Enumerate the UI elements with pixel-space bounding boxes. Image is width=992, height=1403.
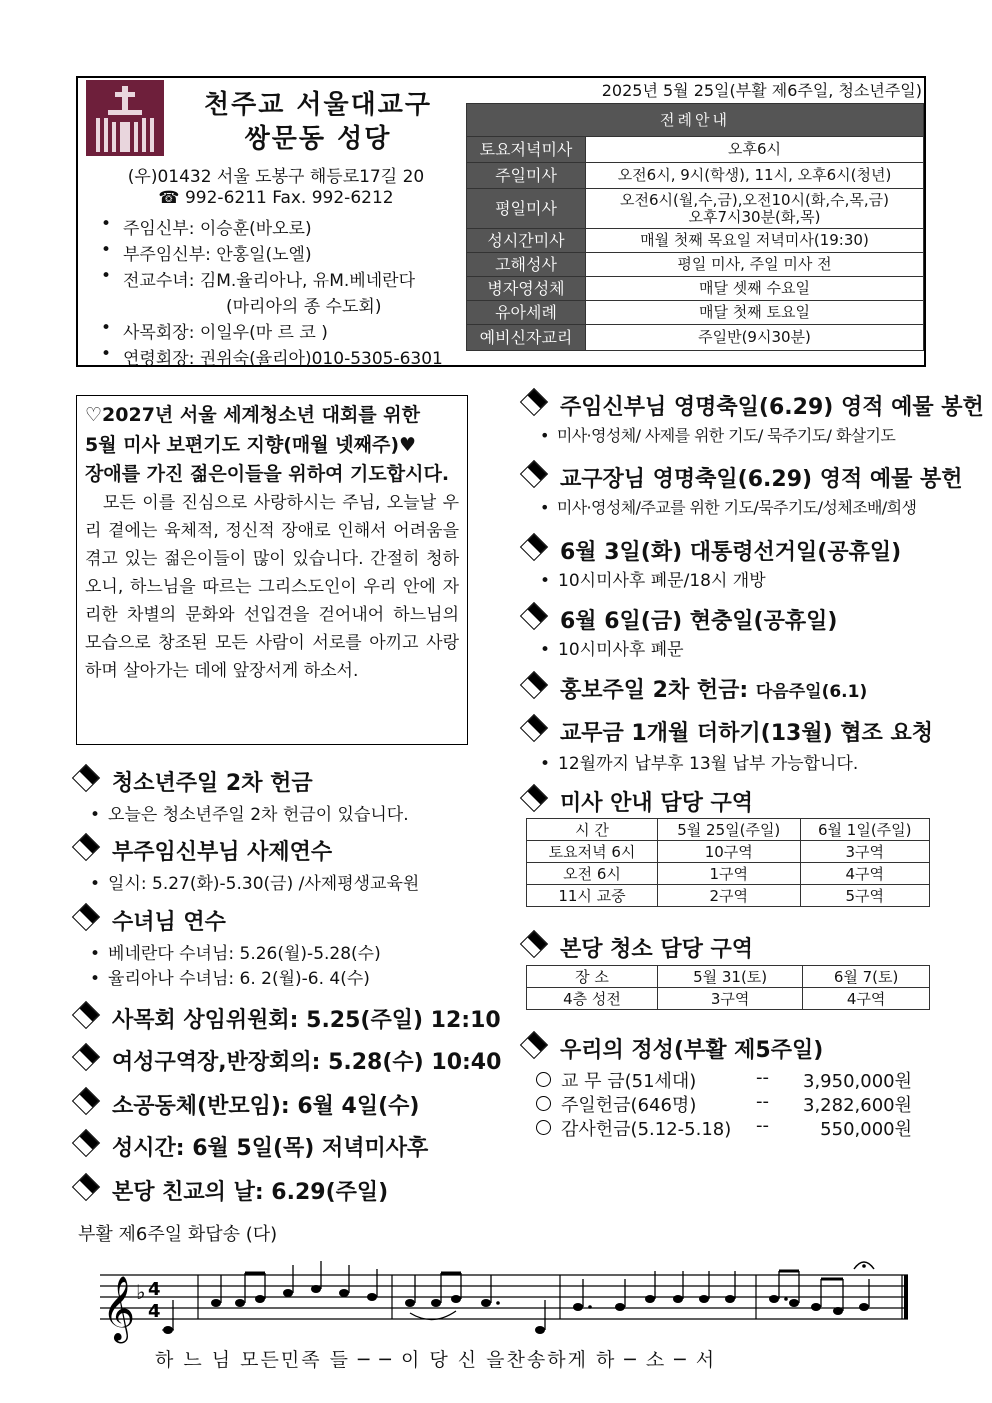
svg-text:4: 4: [148, 1279, 161, 1300]
notice-sub: • 일시: 5.27(화)-5.30(금) /사제평생교육원: [90, 869, 419, 894]
liturgy-value: 매달 셋째 수요일: [586, 277, 924, 301]
table-row: [467, 325, 924, 351]
circle-bullet-icon: [536, 1096, 551, 1111]
table-cell: 11시 교중: [527, 885, 658, 907]
notice-title-small: 다음주일(6.1): [755, 682, 868, 702]
table-header: 5월 31(토): [658, 966, 803, 988]
notice-fellowship-day: [76, 1175, 388, 1206]
notice-communications-collection: [524, 673, 867, 704]
svg-text:♭: ♭: [136, 1280, 146, 1304]
diocese-name: 천주교 서울대교구: [204, 90, 432, 120]
diamond-bullet-icon: [520, 602, 548, 630]
prayer-intro: 장애를 가진 젊은이들을 위하여 기도합시다.: [85, 463, 450, 485]
notice-title: 여성구역장,반장회의: 5.28(수) 10:40: [112, 1050, 502, 1075]
liturgy-label: 병자영성체: [467, 277, 586, 301]
notice-title: 사목회 상임위원회: 5.25(주일) 12:10: [112, 1008, 501, 1033]
notice-sisters-training: [76, 905, 226, 936]
liturgy-value: 주일반(9시30분): [586, 325, 924, 351]
liturgy-value: 평일 미사, 주일 미사 전: [586, 253, 924, 277]
notice-sub: • 미사·영성체/주교를 위한 기도/묵주기도/성체조배/희생: [540, 495, 916, 518]
notice-sub: • 미사·영성체/ 사제를 위한 기도/ 묵주기도/ 화살기도: [540, 423, 895, 446]
bulletin-date: 2025년 5월 25일(부활 제6주일, 청소년주일): [601, 81, 922, 100]
offering-amount: 3,282,600원: [803, 1095, 912, 1116]
staff-council-president: • 사목회장: 이일우(마 르 코 ): [123, 318, 328, 343]
diamond-bullet-icon: [72, 1173, 100, 1201]
notice-title: 주임신부님 영명축일(6.29) 영적 예물 봉헌: [560, 395, 984, 420]
liturgy-label: 고해성사: [467, 253, 586, 277]
offerings-heading: [524, 1033, 823, 1064]
liturgy-value: 오전6시, 9시(학생), 11시, 오후6시(청년): [586, 163, 924, 189]
notice-priest-training: [76, 835, 332, 866]
table-cell: 10구역: [658, 841, 801, 863]
notice-sub: • 10시미사후 폐문/18시 개방: [540, 566, 766, 591]
liturgy-label: 주일미사: [467, 163, 586, 189]
diamond-bullet-icon: [520, 714, 548, 742]
treble-clef-icon: 𝄞: [102, 1276, 136, 1341]
phone-fax: ☎ 992-6211 Fax. 992-6212: [158, 188, 394, 208]
table-row: [527, 966, 930, 988]
notice-title: 본당 친교의 날: 6.29(주일): [112, 1180, 389, 1205]
psalm-label: 부활 제6주일 화답송 (다): [78, 1224, 278, 1245]
table-header: 5월 25일(주일): [658, 819, 801, 841]
table-cell: 5구역: [800, 885, 929, 907]
table-header: 시 간: [527, 819, 658, 841]
diamond-bullet-icon: [72, 833, 100, 861]
diamond-bullet-icon: [520, 784, 548, 812]
table-cell: 오전 6시: [527, 863, 658, 885]
psalm-lyrics: 하 느 님 모든민족 들 ─ ─ 이 당 신 을찬송하게 하 ─ 소 ─ 서: [155, 1349, 717, 1371]
table-cell: 2구역: [658, 885, 801, 907]
diamond-bullet-icon: [520, 1031, 548, 1059]
notice-sub: • 12월까지 납부후 13월 납부 가능합니다.: [540, 749, 858, 774]
table-header: 6월 1일(주일): [800, 819, 929, 841]
notice-sub: • 오늘은 청소년주일 2차 헌금이 있습니다.: [90, 800, 409, 825]
circle-bullet-icon: [536, 1120, 551, 1135]
liturgy-label: 토요저녁미사: [467, 137, 586, 163]
offering-dash: --: [756, 1067, 769, 1088]
liturgy-label: 유아세례: [467, 301, 586, 325]
diamond-bullet-icon: [520, 930, 548, 958]
notice-title: 미사 안내 담당 구역: [560, 791, 753, 816]
mass-guide-heading: [524, 786, 753, 817]
notice-title: 홍보주일 2차 헌금:: [560, 678, 749, 703]
offering-amount: 550,000원: [820, 1119, 912, 1140]
table-row: [527, 819, 930, 841]
table-cell: 4구역: [800, 863, 929, 885]
table-row: [467, 277, 924, 301]
liturgy-heading: 전례안내: [467, 104, 924, 137]
liturgy-label: 예비신자교리: [467, 325, 586, 351]
offering-dash: --: [756, 1091, 769, 1112]
notice-sub: • 베네란다 수녀님: 5.26(월)-5.28(수): [90, 939, 381, 964]
notice-title: 우리의 정성(부활 제5주일): [560, 1038, 824, 1063]
offering-label: 주일헌금(646명): [561, 1095, 697, 1116]
notice-dues-request: [524, 716, 933, 747]
notice-title: 수녀님 연수: [112, 910, 226, 935]
offering-dash: --: [756, 1115, 769, 1136]
circle-bullet-icon: [536, 1072, 551, 1087]
notice-title: 교무금 1개월 더하기(13월) 협조 요청: [560, 721, 933, 746]
weekday-mass-line2: 오후7시30분(화,목): [688, 207, 821, 226]
offering-amount: 3,950,000원: [803, 1071, 912, 1092]
diamond-bullet-icon: [520, 460, 548, 488]
prayer-title-line1: ♡2027년 서울 세계청소년 대회를 위한: [85, 404, 420, 426]
staff-funeral-president: • 연령회장: 권위숙(율리아)010-5305-6301: [123, 344, 443, 369]
offering-label: 감사헌금(5.12-5.18): [561, 1119, 732, 1140]
notice-memorial-day: [524, 604, 837, 635]
table-row: [467, 301, 924, 325]
notice-title: 6월 6일(금) 현충일(공휴일): [560, 609, 838, 634]
table-row: [527, 988, 930, 1010]
notice-women-meeting: [76, 1045, 501, 1076]
table-row: [527, 885, 930, 907]
liturgy-label: 성시간미사: [467, 229, 586, 253]
liturgy-value: 매월 첫째 목요일 저녁미사(19:30): [586, 229, 924, 253]
music-staff: [90, 1255, 910, 1345]
diamond-bullet-icon: [72, 903, 100, 931]
parish-name: 쌍문동 성당: [244, 124, 392, 154]
table-cell: 3구역: [658, 988, 803, 1010]
notice-title: 소공동체(반모임): 6월 4일(수): [112, 1094, 420, 1119]
address: (우)01432 서울 도봉구 해등로17길 20: [127, 167, 425, 187]
table-cell: 3구역: [800, 841, 929, 863]
notice-title: 성시간: 6월 5일(목) 저녁미사후: [112, 1136, 429, 1161]
table-row: [527, 863, 930, 885]
notice-sub: • 율리아나 수녀님: 6. 2(월)-6. 4(수): [90, 964, 370, 989]
table-row: [527, 841, 930, 863]
weekday-mass-line1: 오전6시(월,수,금),오전10시(화,수,목,금): [619, 190, 890, 209]
prayer-body: 모든 이를 진심으로 사랑하시는 주님, 오늘날 우리 곁에는 육체적, 정신적 장애로 인해서 어려움을 겪고 있는 젊은이들이 많이 있습니다. 간절히 청하오니, 하느님을 따르는 그리스도인이 우리 안에 자리한 차별의 문화와 선입견을 걷어내어 하느님의 모습으로 창조된 모든 사람이 서로를 아끼고 사랑하며 살아가는 데에 앞장서게 하소서.: [85, 493, 459, 681]
notice-small-community: [76, 1089, 419, 1120]
cleaning-table: [526, 965, 930, 1010]
liturgy-value: 오후6시: [586, 137, 924, 163]
table-cell: 4구역: [803, 988, 930, 1010]
table-row: [467, 137, 924, 163]
diamond-bullet-icon: [72, 764, 100, 792]
notice-title: 6월 3일(화) 대통령선거일(공휴일): [560, 540, 902, 565]
diamond-bullet-icon: [520, 388, 548, 416]
table-row: [467, 163, 924, 189]
table-header: 장 소: [527, 966, 658, 988]
table-row: [467, 253, 924, 277]
notice-title: 교구장님 영명축일(6.29) 영적 예물 봉헌: [560, 467, 963, 492]
diamond-bullet-icon: [72, 1001, 100, 1029]
table-cell: 토요저녁 6시: [527, 841, 658, 863]
liturgy-table: [466, 103, 924, 351]
table-row: [467, 229, 924, 253]
notice-sub: • 10시미사후 폐문: [540, 635, 684, 660]
liturgy-value: [586, 189, 924, 229]
cleaning-heading: [524, 932, 753, 963]
notice-title: 본당 청소 담당 구역: [560, 937, 753, 962]
notice-title: 청소년주일 2차 헌금: [112, 771, 313, 796]
table-cell: 1구역: [658, 863, 801, 885]
table-cell: 4층 성전: [527, 988, 658, 1010]
prayer-title-line2: 5월 미사 보편기도 지향(매월 넷째주)♥: [85, 434, 417, 456]
diamond-bullet-icon: [520, 671, 548, 699]
diamond-bullet-icon: [72, 1129, 100, 1157]
offering-row: [536, 1091, 696, 1117]
diamond-bullet-icon: [520, 533, 548, 561]
church-logo-icon: [86, 80, 164, 156]
liturgy-label: 평일미사: [467, 189, 586, 229]
notice-title: 부주임신부님 사제연수: [112, 840, 333, 865]
parish-logo: [86, 80, 164, 156]
notice-holy-hour: [76, 1131, 428, 1162]
diamond-bullet-icon: [72, 1087, 100, 1115]
diamond-bullet-icon: [72, 1043, 100, 1071]
notice-election-day: [524, 535, 901, 566]
table-row: [467, 189, 924, 229]
offering-row: [536, 1067, 696, 1093]
staff-sisters-order: (마리아의 종 수도회): [226, 297, 382, 317]
staff-assistant-pastor: • 부주임신부: 안홍일(노엘): [123, 240, 312, 265]
svg-text:4: 4: [148, 1301, 161, 1322]
offering-label: 교 무 금(51세대): [561, 1071, 697, 1092]
offering-row: [536, 1115, 731, 1141]
notice-youth-collection: [76, 766, 313, 797]
prayer-intention-box: [76, 395, 468, 745]
staff-pastor: • 주임신부: 이승훈(바오로): [123, 214, 312, 239]
staff-sisters: • 전교수녀: 김M.율리아나, 유M.베네란다: [123, 266, 415, 291]
mass-guide-table: [526, 818, 930, 907]
notice-council-meeting: [76, 1003, 501, 1034]
notice-archbishop-feast: [524, 462, 963, 493]
table-header: 6월 7(토): [803, 966, 930, 988]
liturgy-value: 매달 첫째 토요일: [586, 301, 924, 325]
notice-pastor-feast: [524, 390, 984, 421]
